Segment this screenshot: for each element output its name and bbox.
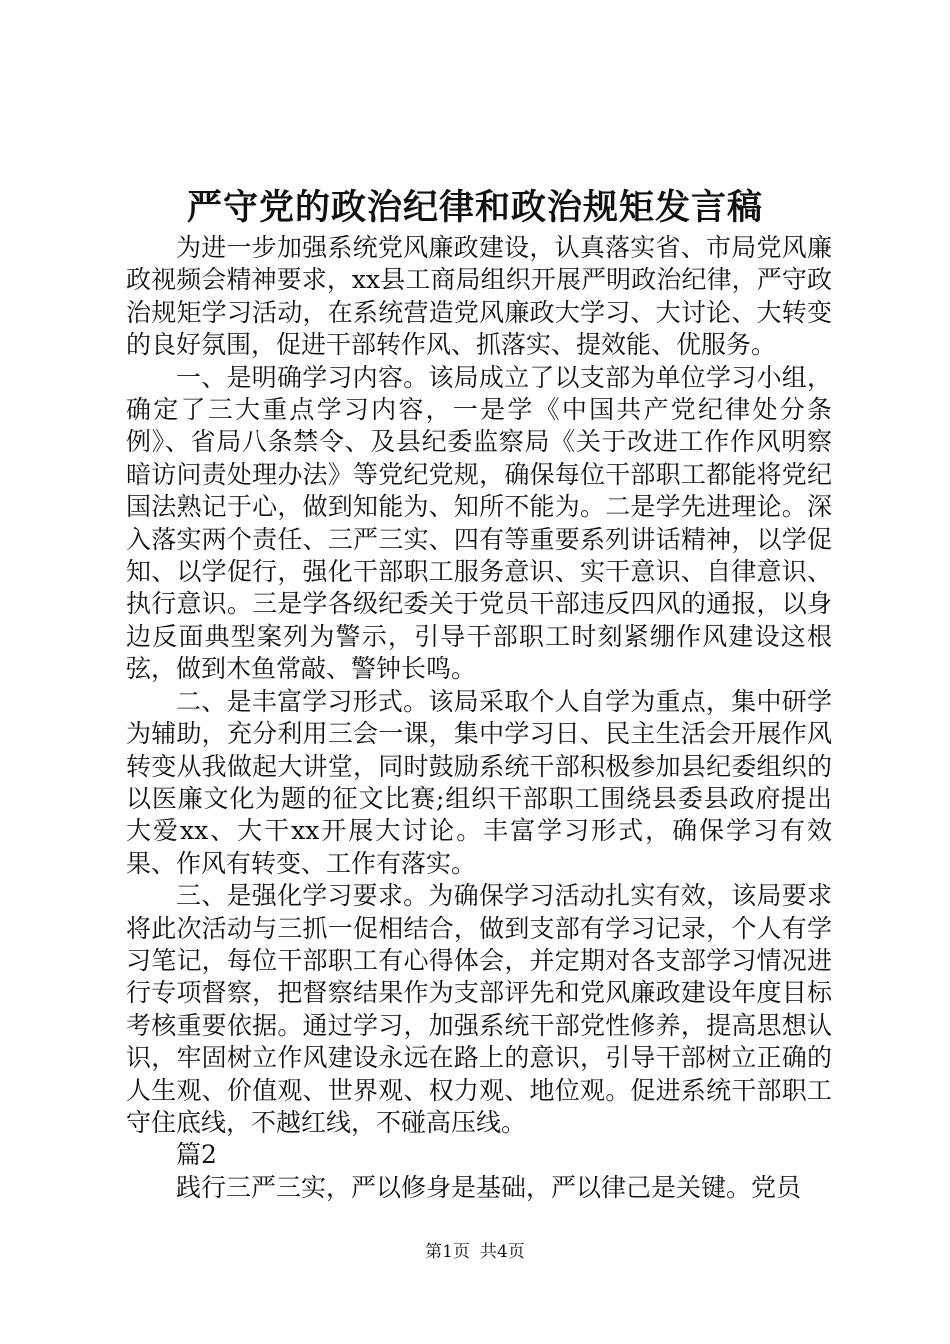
paragraph-section-2: 二、是丰富学习形式。该局采取个人自学为重点，集中研学为辅助，充分利用三会一课，集中学习日、民主生活会开展作风转变从我做起大讲堂，同时鼓励系统干部积极参加县纪委组织的以医廉文化为题的征文比赛;组织干部职工围绕县委县政府提出大爱xx、大干xx开展大讨论。丰富学习形式，确保学习有效果、作风有转变、工作有落实。 (126, 686, 832, 878)
document-title: 严守党的政治纪律和政治规矩发言稿 (186, 187, 763, 228)
page-number: 第1页 (425, 1242, 470, 1262)
document-body (126, 232, 832, 1204)
page-total: 共4页 (480, 1242, 525, 1262)
paragraph-intro: 为进一步加强系统党风廉政建设，认真落实省、市局党风廉政视频会精神要求，xx县工商局组织开展严明政治纪律，严守政治规矩学习活动，在系统营造党风廉政大学习、大讨论、大转变的良好氛围，促进干部转作风、抓落实、提效能、优服务。 (126, 233, 832, 360)
paragraph-section-1: 一、是明确学习内容。该局成立了以支部为单位学习小组，确定了三大重点学习内容，一是学《中国共产党纪律处分条例》、省局八条禁令、及县纪委监察局《关于改进工作作风明察暗访问责处理办法》等党纪党规，确保每位干部职工都能将党纪国法熟记于心，做到知能为、知所不能为。二是学先进理论。深入落实两个责任、三严三实、四有等重要系列讲话精神，以学促知、以学促行，强化干部职工服务意识、实干意识、自律意识、执行意识。三是学各级纪委关于党员干部违反四风的通报，以身边反面典型案列为警示，引导干部职工时刻紧绷作风建设这根弦，做到木鱼常敲、警钟长鸣。 (126, 362, 832, 684)
page-footer (0, 1240, 950, 1264)
paragraph-section-3: 三、是强化学习要求。为确保学习活动扎实有效，该局要求将此次活动与三抓一促相结合，做到支部有学习记录，个人有学习笔记，每位干部职工有心得体会，并定期对各支部学习情况进行专项督察，把督察结果作为支部评先和党风廉政建设年度目标考核重要依据。通过学习，加强系统干部党性修养，提高思想认识，牢固树立作风建设永远在路上的意识，引导干部树立正确的人生观、价值观、世界观、权力观、地位观。促进系统干部职工守住底线，不越红线，不碰高压线。 (126, 881, 832, 1137)
paragraph-chapter-2-start: 践行三严三实，严以修身是基础，严以律己是关键。党员 (176, 1172, 802, 1202)
paragraph-chapter-heading: 篇2 (176, 1140, 217, 1170)
